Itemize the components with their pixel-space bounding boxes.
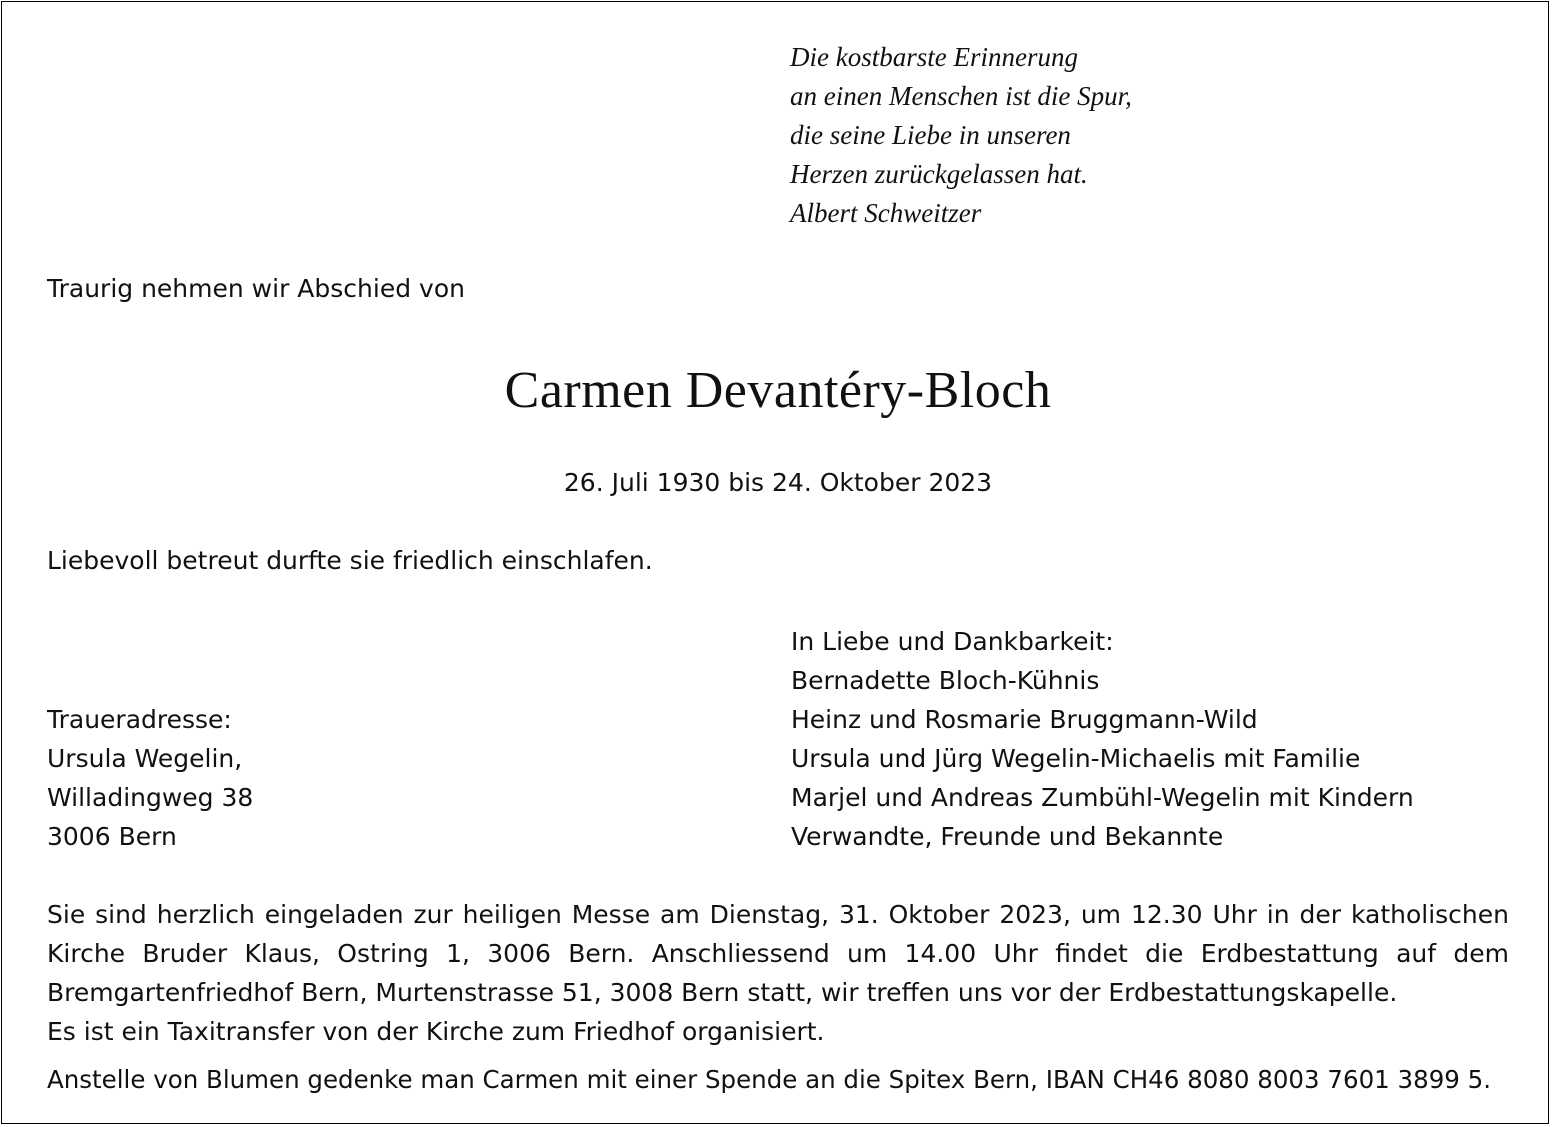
mourning-address <box>47 700 253 856</box>
intro-text: Traurig nehmen wir Abschied von <box>47 274 465 303</box>
mourner-name: Marjel und Andreas Zumbühl-Wegelin mit Kindern <box>791 783 1414 812</box>
mourners-list <box>791 622 1414 856</box>
service-line: Es ist ein Taxitransfer von der Kirche zum Friedhof organisiert. <box>47 1017 825 1046</box>
service-line: Sie sind herzlich eingeladen zur heiligen Messe am Dienstag, 31. Oktober 2023, um 12.30 Uhr in der katholischen <box>47 900 1509 929</box>
passing-note: Liebevoll betreut durfte sie friedlich einschlafen. <box>47 546 653 575</box>
mourner-name: Ursula und Jürg Wegelin-Michaelis mit Familie <box>791 744 1361 773</box>
quote-line: die seine Liebe in unseren <box>790 120 1071 150</box>
quote-line: Herzen zurückgelassen hat. <box>790 159 1088 189</box>
memorial-quote <box>790 38 1390 233</box>
service-information <box>47 895 1509 1051</box>
quote-line: an einen Menschen ist die Spur, <box>790 81 1132 111</box>
service-line: Bremgartenfriedhof Bern, Murtenstrasse 51, 3008 Bern statt, wir treffen uns vor der Erdbestattungskapelle. <box>47 978 1398 1007</box>
life-dates: 26. Juli 1930 bis 24. Oktober 2023 <box>563 468 993 497</box>
quote-line: Die kostbarste Erinnerung <box>790 42 1078 72</box>
mourner-name: Verwandte, Freunde und Bekannte <box>791 822 1224 851</box>
address-name: Ursula Wegelin, <box>47 744 243 773</box>
address-city: 3006 Bern <box>47 822 177 851</box>
mourners-heading: In Liebe und Dankbarkeit: <box>791 627 1114 656</box>
obituary-notice <box>1 1 1549 1124</box>
service-line: Kirche Bruder Klaus, Ostring 1, 3006 Bern. Anschliessend um 14.00 Uhr findet die Erdbestattung auf dem <box>47 939 1509 968</box>
mourner-name: Bernadette Bloch-Kühnis <box>791 666 1100 695</box>
quote-author: Albert Schweitzer <box>790 198 982 228</box>
address-label: Traueradresse: <box>47 705 232 734</box>
address-street: Willadingweg 38 <box>47 783 254 812</box>
mourner-name: Heinz und Rosmarie Bruggmann-Wild <box>791 705 1258 734</box>
donation-note: Anstelle von Blumen gedenke man Carmen mit einer Spende an die Spitex Bern, IBAN CH46 8080 8003 7601 3899 5. <box>47 1065 1492 1094</box>
deceased-name: Carmen Devantéry-Bloch <box>504 362 1052 419</box>
